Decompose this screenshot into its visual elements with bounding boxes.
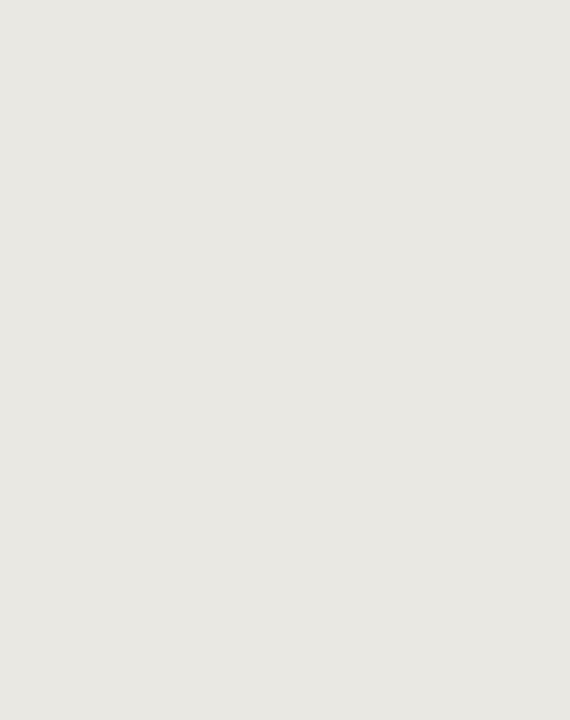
page-header (10, 6, 16, 22)
